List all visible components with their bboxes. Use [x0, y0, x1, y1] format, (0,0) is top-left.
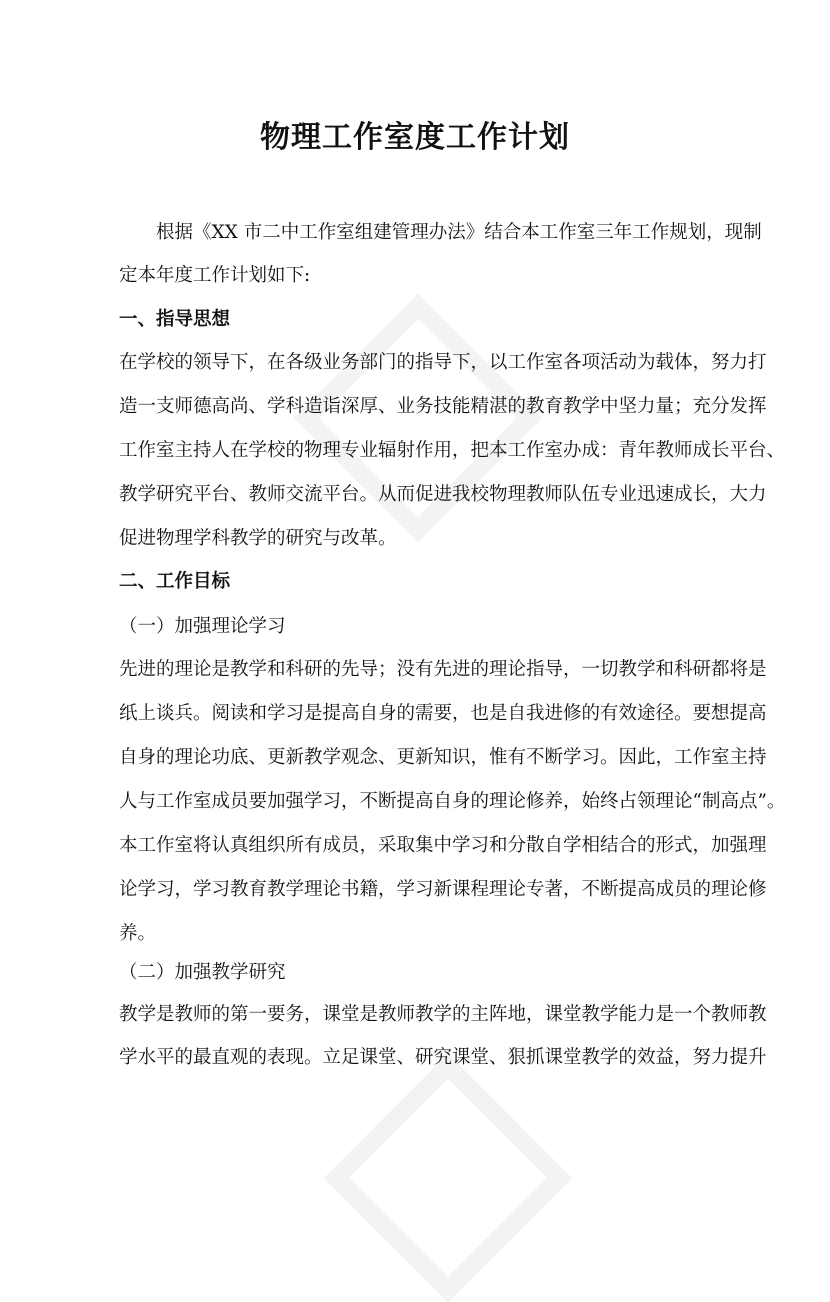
- section-heading: 一、指导思想: [119, 309, 231, 330]
- paragraph-line: 在学校的领导下，在各级业务部门的指导下，以工作室各项活动为载体，努力打: [119, 352, 767, 373]
- subsection-heading: （二）加强教学研究: [119, 962, 286, 983]
- section-heading: 二、工作目标: [119, 571, 231, 592]
- paragraph-line: 造一支师德高尚、学科造诣深厚、业务技能精湛的教育教学中坚力量；充分发挥: [119, 396, 767, 417]
- watermark: [324, 1054, 573, 1302]
- paragraph-line: 教学是教师的第一要务，课堂是教师教学的主阵地，课堂教学能力是一个教师教: [119, 1004, 767, 1025]
- paragraph-line: 人与工作室成员要加强学习，不断提高自身的理论修养，始终占领理论“制高点”。: [119, 791, 786, 812]
- paragraph-line: 学水平的最直观的表现。立足课堂、研究课堂、狠抓课堂教学的效益，努力提升: [119, 1047, 767, 1068]
- paragraph-line: 自身的理论功底、更新教学观念、更新知识，惟有不断学习。因此，工作室主持: [119, 747, 767, 768]
- paragraph-line: 根据《XX 市二中工作室组建管理办法》结合本工作室三年工作规划，现制: [156, 222, 762, 243]
- subsection-heading: （一）加强理论学习: [119, 616, 286, 637]
- paragraph-line: 先进的理论是教学和科研的先导；没有先进的理论指导，一切教学和科研都将是: [119, 659, 767, 680]
- paragraph-line: 养。: [119, 923, 157, 944]
- paragraph-line: 纸上谈兵。阅读和学习是提高自身的需要，也是自我进修的有效途径。要想提高: [119, 703, 767, 724]
- paragraph-line: 促进物理学科教学的研究与改革。: [119, 528, 397, 549]
- paragraph-line: 工作室主持人在学校的物理专业辐射作用，把本工作室办成：青年教师成长平台、: [119, 440, 786, 461]
- document-title: 物理工作室度工作计划: [260, 120, 570, 155]
- paragraph-line: 定本年度工作计划如下:: [119, 265, 311, 286]
- paragraph-line: 教学研究平台、教师交流平台。从而促进我校物理教师队伍专业迅速成长，大力: [119, 484, 767, 505]
- paragraph-line: 论学习，学习教育教学理论书籍，学习新课程理论专著，不断提高成员的理论修: [119, 879, 767, 900]
- paragraph-line: 本工作室将认真组织所有成员，采取集中学习和分散自学相结合的形式，加强理: [119, 835, 767, 856]
